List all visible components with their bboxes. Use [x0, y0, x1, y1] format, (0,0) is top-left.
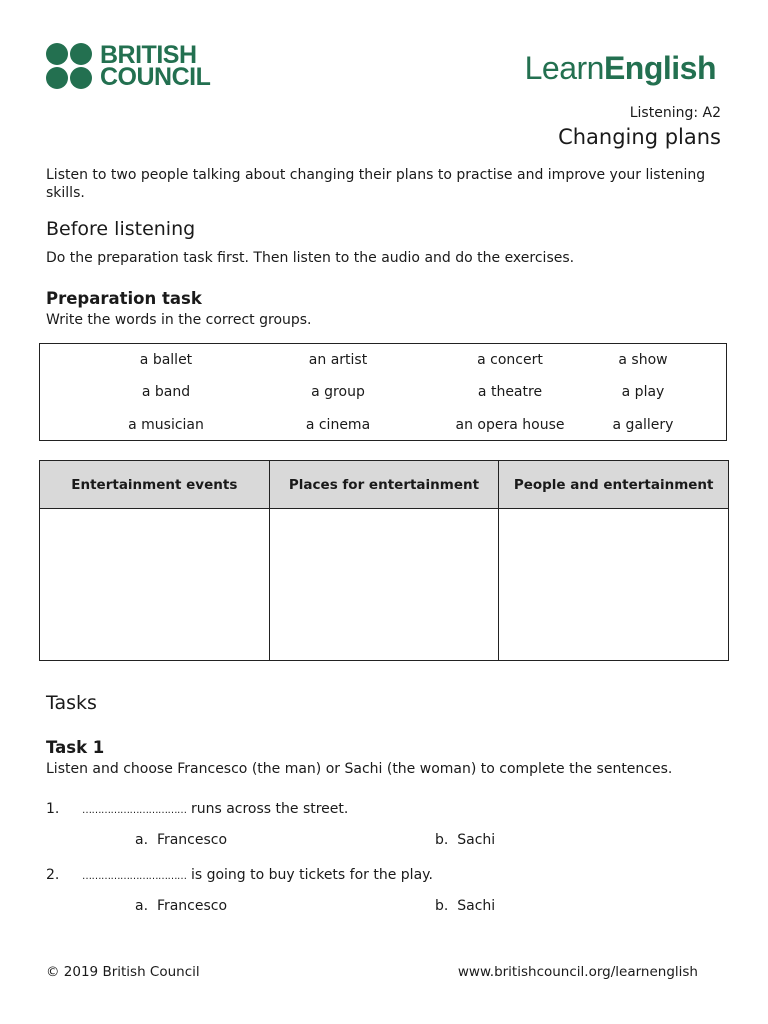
word-a-gallery: a gallery	[612, 417, 674, 433]
footer-url-link[interactable]: www.britishcouncil.org/learnenglish	[457, 964, 698, 980]
word-a-band: a band	[141, 384, 191, 400]
word-a-musician: a musician	[128, 417, 204, 433]
preparation-instruction: Write the words in the correct groups.	[46, 312, 312, 328]
word-a-cinema: a cinema	[305, 417, 371, 433]
intro-text: Listen to two people talking about changing their plans to practise and improve your listening skills.	[46, 167, 706, 201]
word-a-show: a show	[618, 352, 668, 368]
column-header-people: People and entertainment	[499, 461, 729, 509]
question-number: 2.	[46, 867, 60, 883]
page-title: Changing plans	[558, 125, 721, 149]
word-an-artist: an artist	[308, 352, 368, 368]
level-label: Listening: A2	[629, 105, 721, 121]
answer-cell-places[interactable]	[269, 509, 499, 661]
answer-blank[interactable]: ……………………………	[82, 871, 187, 882]
answer-blank[interactable]: ……………………………	[82, 805, 187, 816]
option-text: Sachi	[457, 898, 496, 914]
footer-copyright: © 2019 British Council	[46, 964, 200, 980]
answer-cell-people[interactable]	[499, 509, 729, 661]
word-a-play: a play	[621, 384, 665, 400]
task1-instruction: Listen and choose Francesco (the man) or Sachi (the woman) to complete the sentences.	[46, 761, 673, 777]
word-a-ballet: a ballet	[139, 352, 193, 368]
brand-line-1: BRITISH	[100, 41, 197, 69]
option-b[interactable]	[435, 898, 495, 914]
learnenglish-logo	[525, 50, 716, 87]
brand-line-2: COUNCIL	[100, 63, 211, 91]
option-a[interactable]	[135, 832, 227, 848]
before-listening-text: Do the preparation task first. Then listen to the audio and do the exercises.	[46, 250, 575, 266]
option-text: Sachi	[457, 832, 496, 848]
question-text: runs across the street.	[190, 801, 349, 817]
tasks-heading: Tasks	[46, 692, 97, 714]
word-a-concert: a concert	[477, 352, 543, 368]
option-letter: b.	[435, 898, 449, 914]
word-a-group: a group	[311, 384, 365, 400]
option-letter: a.	[135, 832, 149, 848]
grouping-table	[39, 460, 729, 661]
question-text: is going to buy tickets for the play.	[190, 867, 433, 883]
question-1	[82, 800, 348, 820]
word-an-opera-house: an opera house	[455, 417, 565, 433]
column-header-events: Entertainment events	[40, 461, 270, 509]
logo-dots-icon	[46, 43, 92, 89]
word-a-theatre: a theatre	[477, 384, 543, 400]
preparation-task-heading: Preparation task	[46, 289, 202, 308]
option-b[interactable]	[435, 832, 495, 848]
column-header-places: Places for entertainment	[269, 461, 499, 509]
option-letter: b.	[435, 832, 449, 848]
british-council-logo	[46, 43, 210, 89]
word-box	[39, 343, 727, 441]
task1-heading: Task 1	[46, 738, 105, 757]
question-2	[82, 866, 433, 886]
logo-learn: Learn	[524, 50, 604, 86]
option-letter: a.	[135, 898, 149, 914]
logo-english: English	[603, 50, 716, 86]
answer-cell-events[interactable]	[40, 509, 270, 661]
option-text: Francesco	[156, 832, 228, 848]
before-listening-heading: Before listening	[46, 218, 196, 240]
option-a[interactable]	[135, 898, 227, 914]
option-text: Francesco	[156, 898, 228, 914]
question-number: 1.	[46, 801, 60, 817]
